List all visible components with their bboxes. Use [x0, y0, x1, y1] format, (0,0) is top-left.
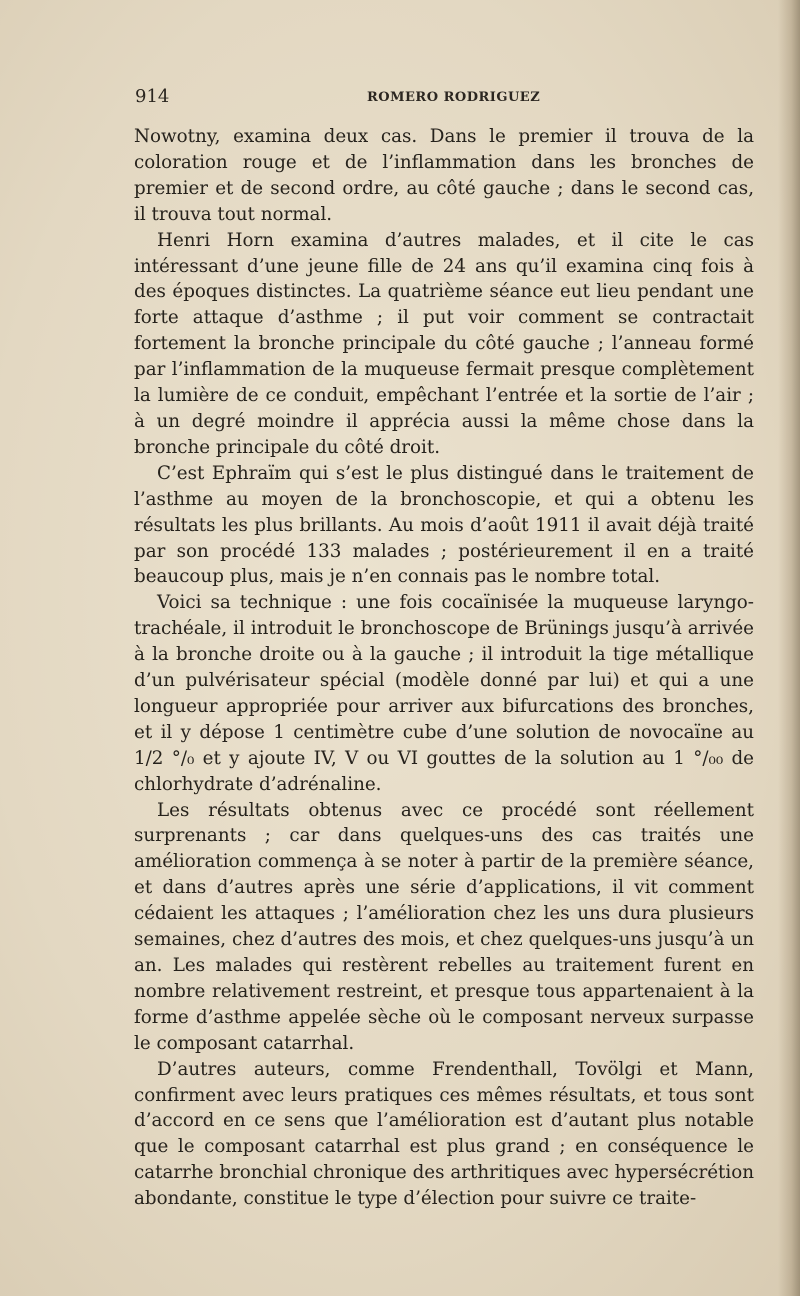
page-number: 914	[135, 86, 170, 107]
page-spine-shadow	[778, 0, 800, 1296]
paragraph-ephraim: C’est Ephraïm qui s’est le plus distingué dans le traitement de l’asthme au moyen de la bronchoscopie, et qui a obtenu les résultats les plus brillants. Au mois d’août 1911 il avait déjà traité par son procédé 133 malades ; postérieurement il en a traité beaucoup plus, mais je n’en connais pas le nombre total.	[134, 462, 754, 588]
paragraph-horn: Henri Horn examina d’autres malades, et il cite le cas intéressant d’une jeune fille de 24 ans qu’il examina cinq fois à des époques distinctes. La quatrième séance eut lieu pendant une forte attaque d’asthme ; il put voir comment se contractait fortement la bronche principale du côté gauche ; l’anneau formé par l’inflammation de la muqueuse fermait presque complètement la lumière de ce conduit, empêchant l’entrée et la sortie de l’air ; à un degré moindre il apprécia aussi la même chose dans la bronche principale du côté droit.	[134, 229, 754, 458]
paragraph-other-authors: D’autres auteurs, comme Frendenthall, Tovölgi et Mann, confirment avec leurs pratiques ces mêmes résultats, et tous sont d’accord en ce sens que l’amélioration est d’autant plus notable que le composant catarrhal est plus grand ; en conséquence le catarrhe bronchial chronique des arthritiques avec hypersécrétion abondante, constitue le type d’élection pour suivre ce traite-	[134, 1058, 754, 1210]
paragraph-results: Les résultats obtenus avec ce procédé sont réellement surprenants ; car dans quelques-uns des cas traités une amélioration commença à se noter à partir de la première séance, et dans d’autres après une série d’applications, il vit comment cédaient les attaques ; l’amélioration chez les uns dura plusieurs semaines, chez d’autres des mois, et chez quelques-uns jusqu’à un an. Les malades qui restèrent rebelles au traitement furent en nombre relativement restreint, et presque tous appartenaient à la forme d’asthme appelée sèche où le composant nerveux surpasse le composant catarrhal.	[134, 799, 754, 1054]
paragraph-technique: Voici sa technique : une fois cocaïnisée la muqueuse laryngo-trachéale, il introduit le bronchoscope de Brünings jusqu’à arrivée à la bronche droite ou à la gauche ; il introduit la tige métallique d’un pulvérisateur spécial (modèle donné par lui) et qui a une longueur appropriée pour arriver aux bifurcations des bronches, et il y dépose 1 centimètre cube d’une solution de novocaïne au 1/2 °/₀ et y ajoute IV, V ou VI gouttes de la solution au 1 °/₀₀ de chlorhydrate d’adrénaline.	[134, 592, 754, 795]
page-header	[135, 86, 755, 110]
paragraph-nowotny: Nowotny, examina deux cas. Dans le premier il trouva de la coloration rouge et de l’inflammation dans les bronches de premier et de second ordre, au côté gauche ; dans le second cas, il trouva tout normal.	[134, 126, 754, 225]
body-text	[134, 124, 754, 1212]
running-head: ROMERO RODRIGUEZ	[367, 90, 541, 105]
